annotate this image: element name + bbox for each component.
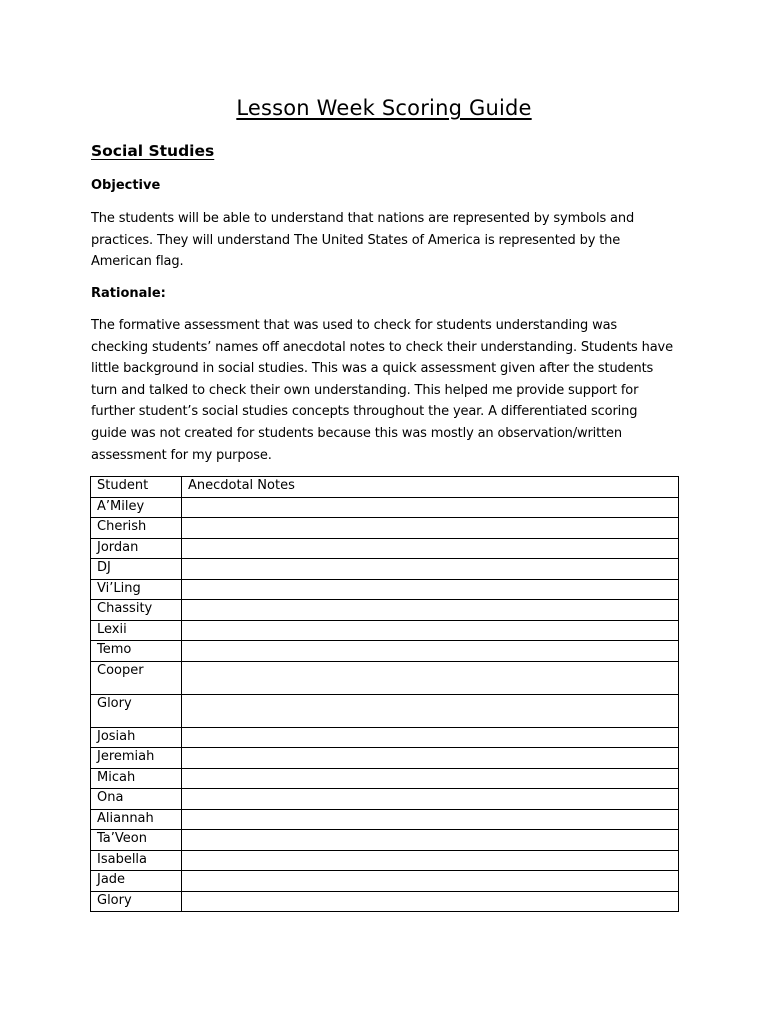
rationale-line: little background in social studies. This was a quick assessment given after the students [91,361,654,377]
notes-cell[interactable] [182,871,679,892]
student-name-cell: Ta’Veon [91,830,182,851]
page-title: Lesson Week Scoring Guide [236,96,532,120]
table-row [91,727,679,748]
notes-cell[interactable] [182,768,679,789]
notes-cell[interactable] [182,620,679,641]
student-name-cell: Ona [91,789,182,810]
student-name-cell: Glory [91,694,182,727]
notes-cell[interactable] [182,497,679,518]
student-name-cell: DJ [91,559,182,580]
student-name-cell: Glory [91,891,182,912]
column-header-student: Student [91,477,182,498]
notes-cell[interactable] [182,641,679,662]
rationale-line: turn and talked to check their own understanding. This helped me provide support for [91,382,639,398]
table-row [91,748,679,769]
table-row [91,600,679,621]
objective-line: The students will be able to understand that nations are represented by symbols and [91,211,635,226]
notes-cell[interactable] [182,830,679,851]
student-name-cell: Jade [91,871,182,892]
notes-cell[interactable] [182,789,679,810]
student-name-cell: Josiah [91,727,182,748]
anecdotal-notes-table [90,476,679,912]
notes-cell[interactable] [182,518,679,539]
table-row [91,850,679,871]
notes-cell[interactable] [182,809,679,830]
table-row [91,579,679,600]
table-row [91,497,679,518]
table-row [91,661,679,694]
notes-cell[interactable] [182,727,679,748]
rationale-line: The formative assessment that was used to check for students understanding was [91,318,618,333]
student-name-cell: Cherish [91,518,182,539]
notes-cell[interactable] [182,850,679,871]
student-name-cell: Aliannah [91,809,182,830]
student-name-cell: Chassity [91,600,182,621]
student-name-cell: Jeremiah [91,748,182,769]
notes-cell[interactable] [182,748,679,769]
table-row [91,641,679,662]
notes-cell[interactable] [182,579,679,600]
table-row [91,768,679,789]
student-name-cell: Temo [91,641,182,662]
column-header-notes: Anecdotal Notes [182,477,679,498]
rationale-line: assessment for my purpose. [91,447,272,463]
student-name-cell: Lexii [91,620,182,641]
table-row [91,620,679,641]
rationale-line: guide was not created for students because this was mostly an observation/written [91,425,622,441]
rationale-heading: Rationale: [91,286,166,301]
notes-cell[interactable] [182,891,679,912]
objective-line: American flag. [91,254,184,270]
student-name-cell: A’Miley [91,497,182,518]
table-row [91,830,679,851]
table-row [91,694,679,727]
student-name-cell: Cooper [91,661,182,694]
student-name-cell: Jordan [91,538,182,559]
table-row [91,809,679,830]
student-name-cell: Isabella [91,850,182,871]
student-name-cell: Vi’Ling [91,579,182,600]
table-row [91,559,679,580]
notes-cell[interactable] [182,600,679,621]
table-row [91,538,679,559]
table-row [91,789,679,810]
rationale-line: further student’s social studies concepts throughout the year. A differentiated scoring [91,404,638,420]
objective-heading: Objective [91,178,161,193]
table-header-row [91,477,679,498]
table-row [91,871,679,892]
notes-cell[interactable] [182,694,679,727]
notes-cell[interactable] [182,538,679,559]
rationale-line: checking students’ names off anecdotal notes to check their understanding. Students have [91,339,673,355]
rationale-paragraph [91,315,685,466]
subject-heading: Social Studies [91,142,215,160]
notes-cell[interactable] [182,559,679,580]
objective-line: practices. They will understand The United States of America is represented by the [91,232,621,248]
table-row [91,518,679,539]
notes-cell[interactable] [182,661,679,694]
student-name-cell: Micah [91,768,182,789]
table-row [91,891,679,912]
objective-paragraph [91,208,685,273]
